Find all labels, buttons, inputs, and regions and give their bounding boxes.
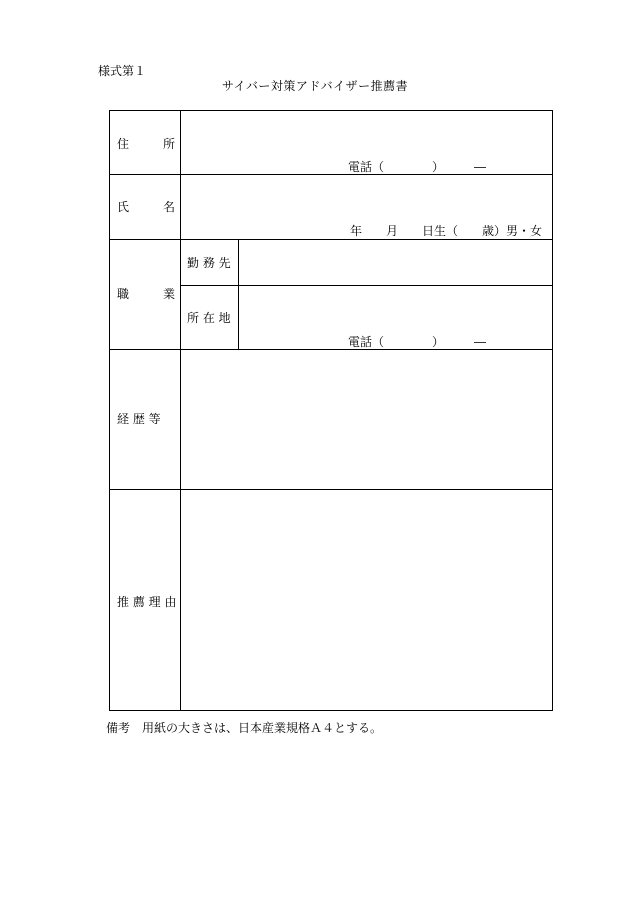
address-phone-line: 電話（ ） ―: [348, 160, 487, 174]
workplace-location-label: 所 在 地: [187, 311, 231, 325]
form-title: サイバー対策アドバイザー推薦書: [221, 79, 409, 93]
row-divider-workplace: [180, 285, 552, 286]
label-column-divider: [180, 111, 181, 710]
recommendation-form-table: [109, 110, 553, 711]
row-divider-address: [110, 174, 552, 175]
row-divider-occupation: [110, 349, 552, 350]
workplace-phone-line: 電話（ ） ―: [348, 335, 487, 349]
row-divider-name: [110, 239, 552, 240]
occupation-sublabel-divider: [238, 240, 239, 350]
address-label: 住 所: [117, 137, 175, 151]
remarks-note: 備考 用紙の大きさは、日本産業規格Ａ４とする。: [106, 721, 383, 735]
career-label: 経 歴 等: [117, 412, 161, 426]
form-number: 様式第１: [98, 64, 147, 78]
recommendation-reason-label: 推 薦 理 由: [117, 595, 177, 609]
workplace-label: 勤 務 先: [187, 256, 231, 270]
name-label: 氏 名: [117, 200, 175, 214]
occupation-label: 職 業: [117, 287, 175, 301]
birth-date-line: 年 月 日生（ 歳）男・女: [350, 224, 543, 238]
row-divider-career: [110, 489, 552, 490]
